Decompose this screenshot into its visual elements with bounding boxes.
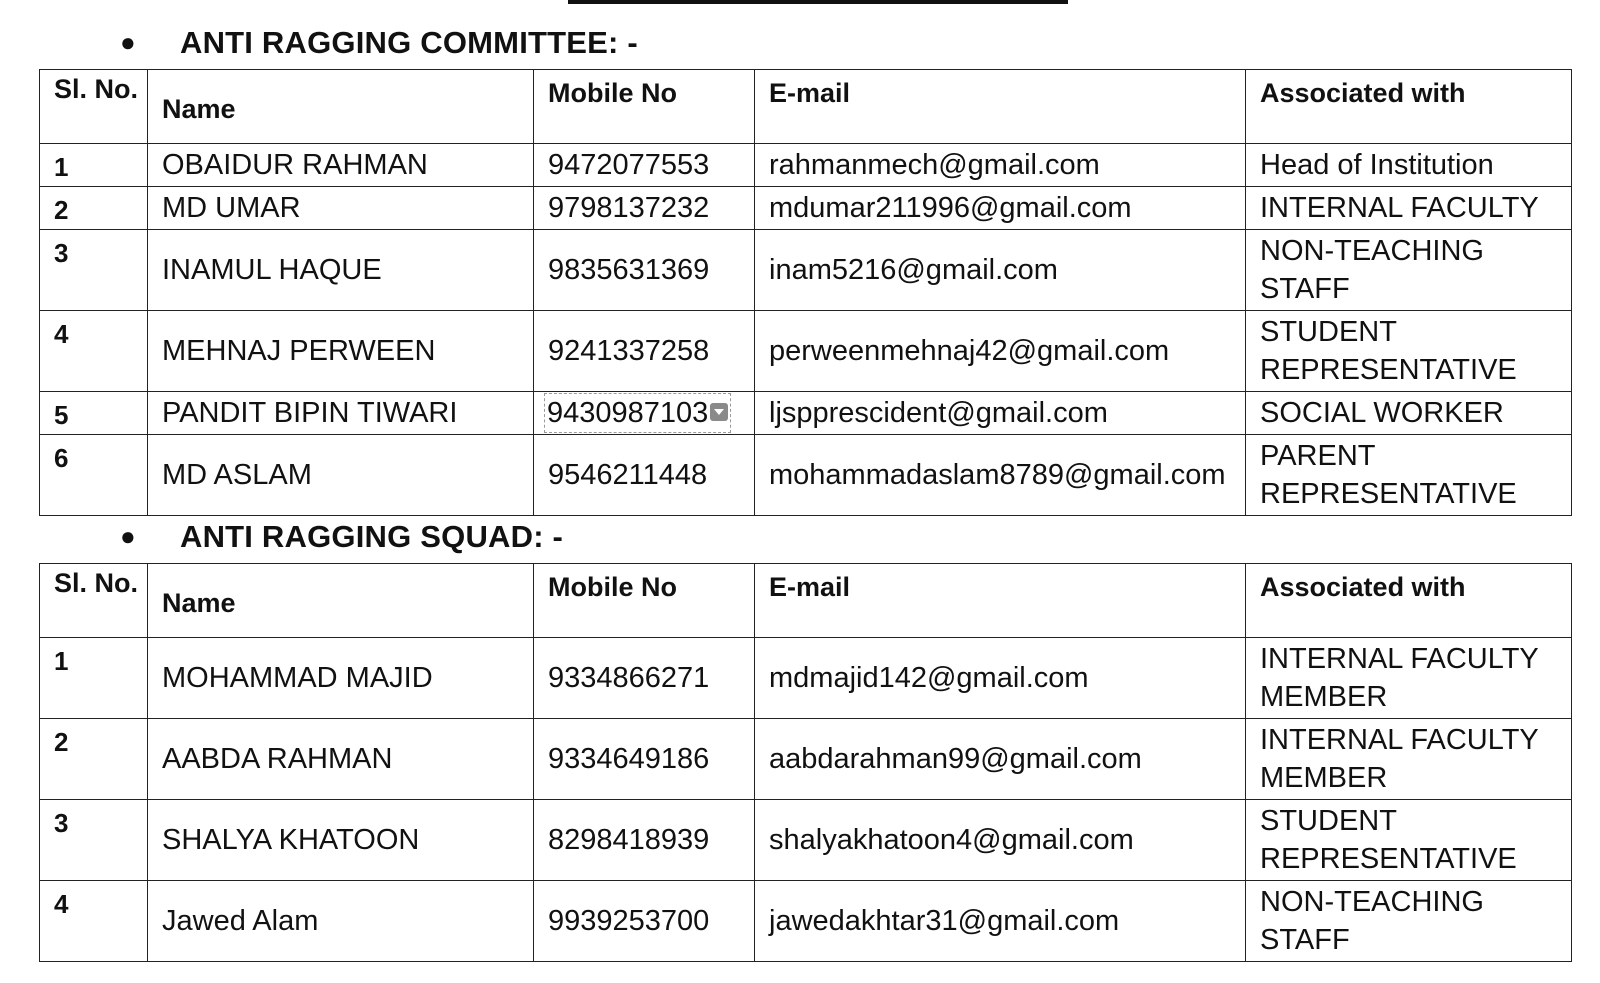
column-header-email: E-mail [755, 564, 1246, 638]
name-cell: PANDIT BIPIN TIWARI [148, 392, 534, 435]
column-header-associated: Associated with [1246, 564, 1572, 638]
committee-heading-text: ANTI RAGGING COMMITTEE: - [180, 25, 638, 60]
email-cell: perweenmehnaj42@gmail.com [755, 311, 1246, 392]
column-header-mobile: Mobile No [534, 564, 755, 638]
mobile-cell[interactable] [534, 392, 755, 435]
email-cell: jawedakhtar31@gmail.com [755, 881, 1246, 962]
column-header-slno: Sl. No. [40, 70, 148, 144]
email-cell: rahmanmech@gmail.com [755, 144, 1246, 187]
squad-heading-text: ANTI RAGGING SQUAD: - [180, 519, 564, 554]
email-cell: inam5216@gmail.com [755, 230, 1246, 311]
table-row [40, 230, 1572, 311]
email-cell: mohammadaslam8789@gmail.com [755, 435, 1246, 516]
mobile-cell: 9939253700 [534, 881, 755, 962]
table-header-row [40, 564, 1572, 638]
slno-cell: 4 [40, 881, 148, 962]
bullet-icon: ● [120, 27, 136, 57]
mobile-field-selected[interactable] [544, 393, 731, 433]
slno-cell: 6 [40, 435, 148, 516]
email-cell: shalyakhatoon4@gmail.com [755, 800, 1246, 881]
slno-cell: 1 [40, 144, 148, 187]
slno-cell: 4 [40, 311, 148, 392]
associated-cell: PARENT REPRESENTATIVE [1246, 435, 1572, 516]
column-header-name: Name [148, 70, 534, 144]
mobile-cell: 9241337258 [534, 311, 755, 392]
column-header-associated: Associated with [1246, 70, 1572, 144]
table-row [40, 311, 1572, 392]
name-cell: MD UMAR [148, 187, 534, 230]
name-cell: INAMUL HAQUE [148, 230, 534, 311]
mobile-cell: 8298418939 [534, 800, 755, 881]
mobile-cell: 9334649186 [534, 719, 755, 800]
slno-cell: 2 [40, 719, 148, 800]
table-row [40, 435, 1572, 516]
slno-cell: 5 [40, 392, 148, 435]
committee-heading [120, 24, 638, 61]
associated-cell: NON-TEACHING STAFF [1246, 881, 1572, 962]
mobile-cell: 9334866271 [534, 638, 755, 719]
table-row [40, 187, 1572, 230]
associated-cell: Head of Institution [1246, 144, 1572, 187]
table-row [40, 144, 1572, 187]
slno-cell: 3 [40, 230, 148, 311]
table-row [40, 392, 1572, 435]
mobile-value: 9430987103 [547, 397, 709, 429]
name-cell: Jawed Alam [148, 881, 534, 962]
associated-cell: INTERNAL FACULTY [1246, 187, 1572, 230]
table-row [40, 638, 1572, 719]
mobile-cell: 9798137232 [534, 187, 755, 230]
email-cell: aabdarahman99@gmail.com [755, 719, 1246, 800]
name-cell: OBAIDUR RAHMAN [148, 144, 534, 187]
associated-cell: NON-TEACHING STAFF [1246, 230, 1572, 311]
table-row [40, 719, 1572, 800]
name-cell: AABDA RAHMAN [148, 719, 534, 800]
committee-table [39, 69, 1572, 516]
squad-table [39, 563, 1572, 962]
email-cell: ljspprescident@gmail.com [755, 392, 1246, 435]
column-header-name: Name [148, 564, 534, 638]
top-rule [568, 0, 1068, 4]
dropdown-icon[interactable] [710, 403, 728, 421]
mobile-cell: 9472077553 [534, 144, 755, 187]
name-cell: MD ASLAM [148, 435, 534, 516]
slno-cell: 1 [40, 638, 148, 719]
associated-cell: STUDENT REPRESENTATIVE [1246, 311, 1572, 392]
column-header-mobile: Mobile No [534, 70, 755, 144]
slno-cell: 2 [40, 187, 148, 230]
associated-cell: SOCIAL WORKER [1246, 392, 1572, 435]
slno-cell: 3 [40, 800, 148, 881]
mobile-cell: 9835631369 [534, 230, 755, 311]
table-header-row [40, 70, 1572, 144]
bullet-icon: ● [120, 521, 136, 551]
email-cell: mdumar211996@gmail.com [755, 187, 1246, 230]
name-cell: MOHAMMAD MAJID [148, 638, 534, 719]
name-cell: MEHNAJ PERWEEN [148, 311, 534, 392]
associated-cell: INTERNAL FACULTY MEMBER [1246, 719, 1572, 800]
squad-heading [120, 518, 563, 555]
associated-cell: STUDENT REPRESENTATIVE [1246, 800, 1572, 881]
name-cell: SHALYA KHATOON [148, 800, 534, 881]
table-row [40, 800, 1572, 881]
associated-cell: INTERNAL FACULTY MEMBER [1246, 638, 1572, 719]
column-header-email: E-mail [755, 70, 1246, 144]
column-header-slno: Sl. No. [40, 564, 148, 638]
mobile-cell: 9546211448 [534, 435, 755, 516]
email-cell: mdmajid142@gmail.com [755, 638, 1246, 719]
table-row [40, 881, 1572, 962]
